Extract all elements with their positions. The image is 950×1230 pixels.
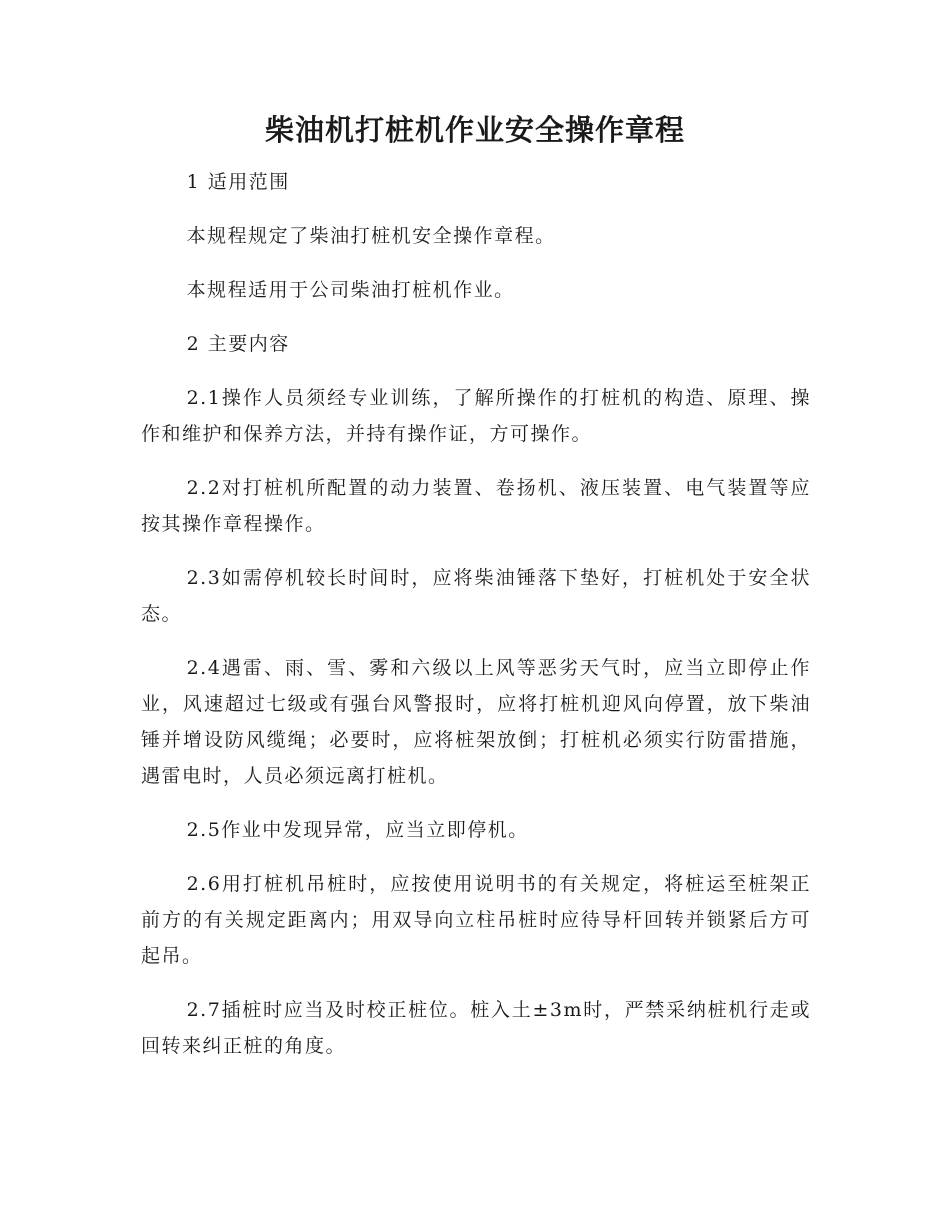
document-title: 柴油机打桩机作业安全操作章程 (264, 113, 685, 147)
clause-2-2: 2.2对打桩机所配置的动力装置、卷扬机、液压装置、电气装置等应按其操作章程操作。 (141, 477, 811, 535)
paragraph-scope-definition: 本规程规定了柴油打桩机安全操作章程。 (186, 225, 556, 247)
clause-2-6: 2.6用打桩机吊桩时，应按使用说明书的有关规定，将桩运至桩架正前方的有关规定距离内；用双导向立柱吊桩时应待导杆回转并锁紧后方可起吊。 (141, 873, 811, 967)
clause-2-1: 2.1操作人员须经专业训练，了解所操作的打桩机的构造、原理、操作和维护和保养方法，并持有操作证，方可操作。 (141, 387, 811, 445)
clause-2-5: 2.5作业中发现异常，应当立即停机。 (186, 819, 529, 841)
clause-2-7: 2.7插桩时应当及时校正桩位。桩入土±3m时，严禁采纳桩机行走或回转来纠正桩的角度。 (141, 999, 811, 1057)
section-heading-scope: 1 适用范围 (186, 171, 290, 193)
section-heading-main-content: 2 主要内容 (186, 333, 290, 355)
clause-2-3: 2.3如需停机较长时间时，应将柴油锤落下垫好，打桩机处于安全状态。 (141, 567, 811, 625)
document-body (141, 164, 811, 1082)
paragraph-scope-applicability: 本规程适用于公司柴油打桩机作业。 (186, 279, 515, 301)
clause-2-4: 2.4遇雷、雨、雪、雾和六级以上风等恶劣天气时，应当立即停止作业，风速超过七级或有强台风警报时，应将打桩机迎风向停置，放下柴油锤并增设防风缆绳；必要时，应将桩架放倒；打桩机必须实行防雷措施，遇雷电时，人员必须远离打桩机。 (141, 657, 811, 787)
